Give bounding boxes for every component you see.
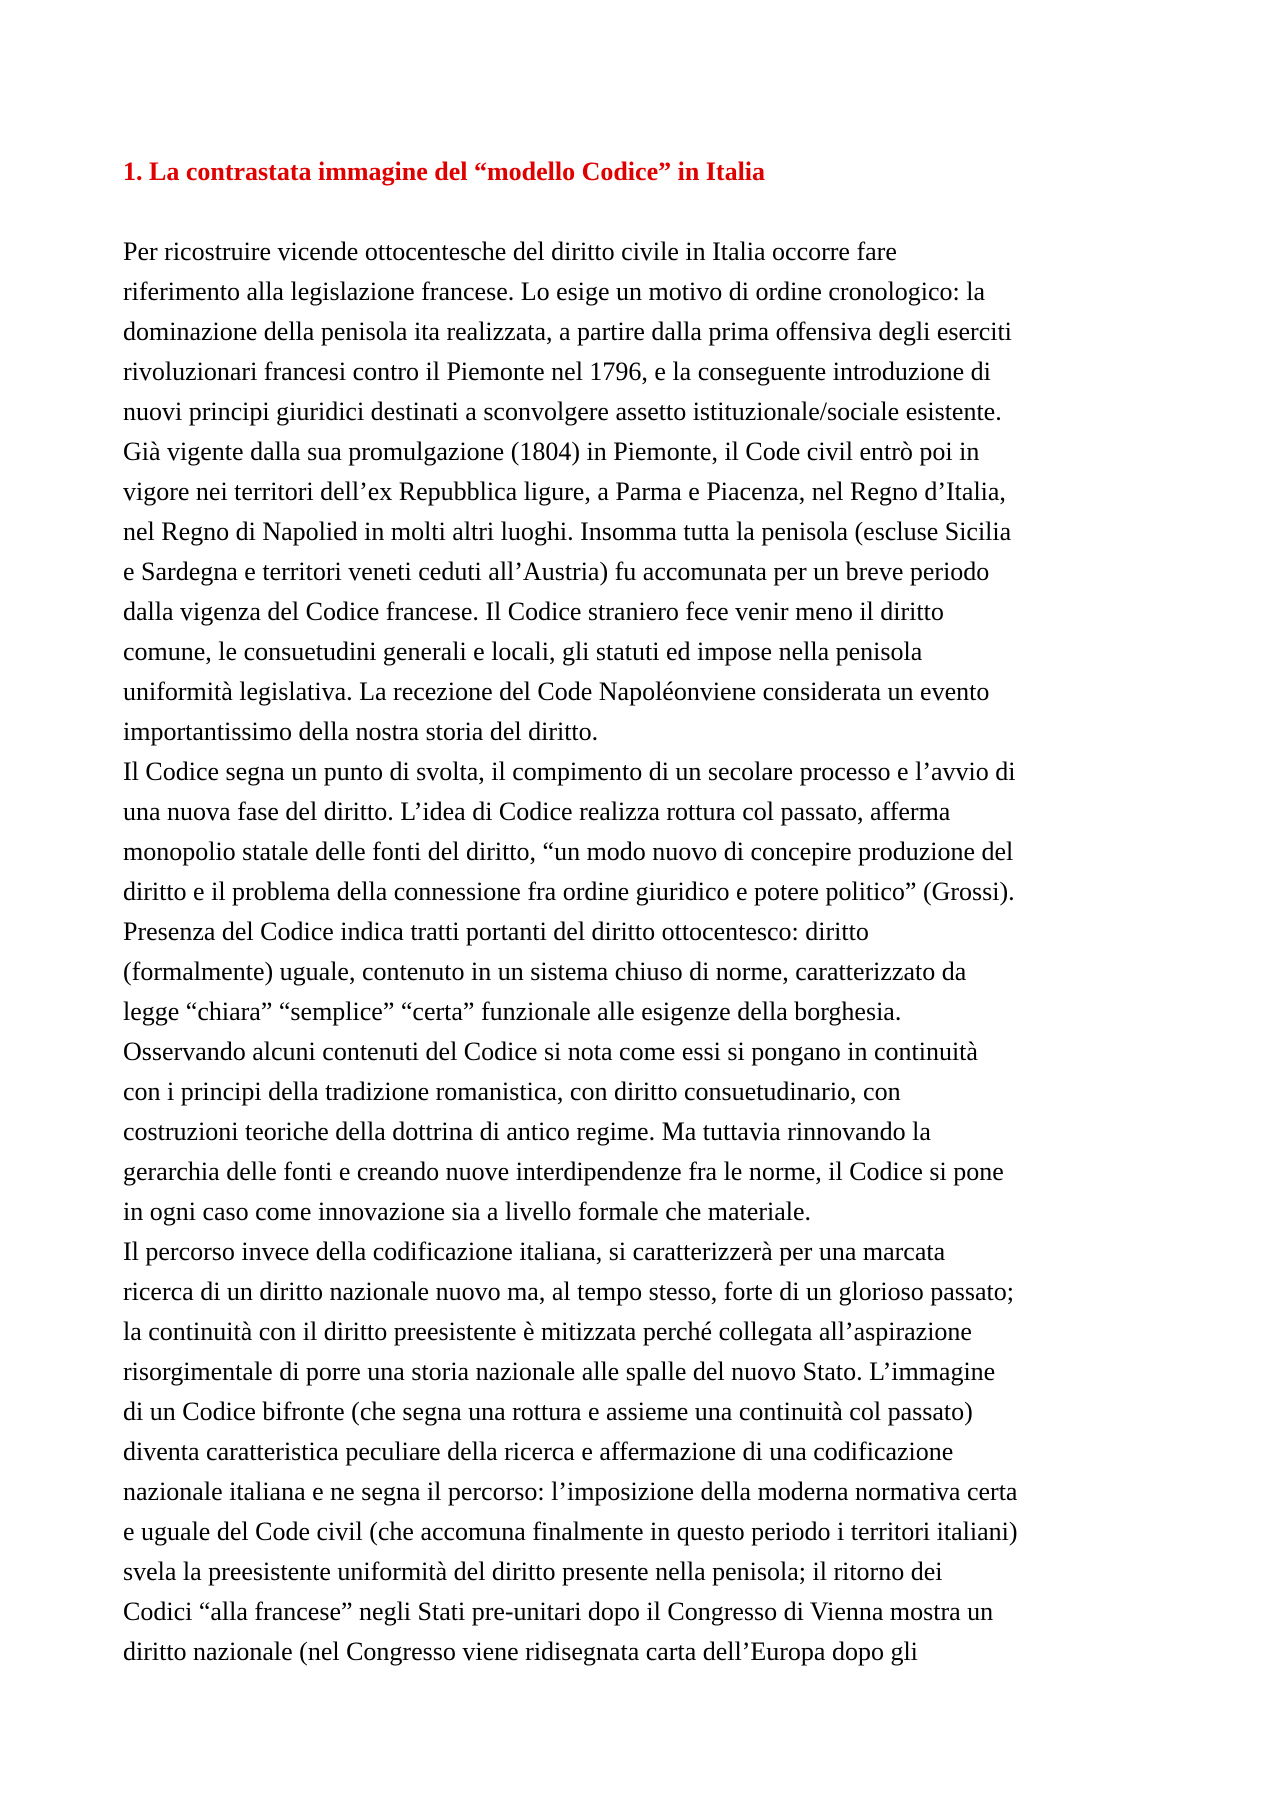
- text-line: riferimento alla legislazione francese. Lo esige un motivo di ordine cronologico: la: [123, 277, 986, 306]
- text-line: nazionale italiana e ne segna il percorso: l’imposizione della moderna normativa certa: [123, 1477, 1018, 1506]
- text-line: Osservando alcuni contenuti del Codice si nota come essi si pongano in continuità: [123, 1037, 978, 1066]
- text-line: monopolio statale delle fonti del diritto, “un modo nuovo di concepire produzione del: [123, 837, 1014, 866]
- text-line: Codici “alla francese” negli Stati pre-unitari dopo il Congresso di Vienna mostra un: [123, 1597, 994, 1626]
- text-line: ricerca di un diritto nazionale nuovo ma, al tempo stesso, forte di un glorioso passato;: [123, 1277, 1015, 1306]
- text-line: diritto nazionale (nel Congresso viene ridisegnata carta dell’Europa dopo gli: [123, 1637, 918, 1666]
- text-line: in ogni caso come innovazione sia a livello formale che materiale.: [123, 1197, 812, 1226]
- text-line: gerarchia delle fonti e creando nuove interdipendenze fra le norme, il Codice si pone: [123, 1157, 1004, 1186]
- text-line: e uguale del Code civil (che accomuna finalmente in questo periodo i territori italiani): [123, 1517, 1018, 1546]
- text-line: nuovi principi giuridici destinati a sconvolgere assetto istituzionale/sociale esistente.: [123, 397, 1002, 426]
- text-line: Già vigente dalla sua promulgazione (1804) in Piemonte, il Code civil entrò poi in: [123, 437, 980, 466]
- text-line: e Sardegna e territori veneti ceduti all’Austria) fu accomunata per un breve periodo: [123, 557, 990, 586]
- text-line: con i principi della tradizione romanistica, con diritto consuetudinario, con: [123, 1077, 901, 1106]
- text-line: dalla vigenza del Codice francese. Il Codice straniero fece venir meno il diritto: [123, 597, 944, 626]
- text-line: costruzioni teoriche della dottrina di antico regime. Ma tuttavia rinnovando la: [123, 1117, 931, 1146]
- text-line: la continuità con il diritto preesistente è mitizzata perché collegata all’aspirazione: [123, 1317, 972, 1346]
- document-body: [123, 152, 1183, 1672]
- text-line: Presenza del Codice indica tratti portanti del diritto ottocentesco: diritto: [123, 917, 869, 946]
- text-line: Il percorso invece della codificazione italiana, si caratterizzerà per una marcata: [123, 1237, 946, 1266]
- text-line: dominazione della penisola ita realizzata, a partire dalla prima offensiva degli eserciti: [123, 317, 1012, 346]
- text-line: risorgimentale di porre una storia nazionale alle spalle del nuovo Stato. L’immagine: [123, 1357, 996, 1386]
- text-line: nel Regno di Napolied in molti altri luoghi. Insomma tutta la penisola (escluse Sicilia: [123, 517, 1012, 546]
- text-line: diritto e il problema della connessione fra ordine giuridico e potere politico” (Grossi).: [123, 877, 1015, 906]
- text-line: Il Codice segna un punto di svolta, il compimento di un secolare processo e l’avvio di: [123, 757, 1016, 786]
- text-line: uniformità legislativa. La recezione del Code Napoléonviene considerata un evento: [123, 677, 990, 706]
- text-line: una nuova fase del diritto. L’idea di Codice realizza rottura col passato, afferma: [123, 797, 951, 826]
- text-line: legge “chiara” “semplice” “certa” funzionale alle esigenze della borghesia.: [123, 997, 902, 1026]
- text-line: di un Codice bifronte (che segna una rottura e assieme una continuità col passato): [123, 1397, 973, 1426]
- text-line: vigore nei territori dell’ex Repubblica ligure, a Parma e Piacenza, nel Regno d’Italia,: [123, 477, 1006, 506]
- blank-line: [123, 192, 1183, 232]
- paragraph-text: [123, 232, 1183, 1672]
- text-line: Per ricostruire vicende ottocentesche del diritto civile in Italia occorre fare: [123, 237, 897, 266]
- section-heading: 1. La contrastata immagine del “modello Codice” in Italia: [123, 157, 766, 186]
- text-line: diventa caratteristica peculiare della ricerca e affermazione di una codificazione: [123, 1437, 954, 1466]
- text-line: comune, le consuetudini generali e locali, gli statuti ed impose nella penisola: [123, 637, 923, 666]
- text-line: importantissimo della nostra storia del diritto.: [123, 717, 599, 746]
- text-line: svela la preesistente uniformità del diritto presente nella penisola; il ritorno dei: [123, 1557, 943, 1586]
- text-line: (formalmente) uguale, contenuto in un sistema chiuso di norme, caratterizzato da: [123, 957, 967, 986]
- text-line: rivoluzionari francesi contro il Piemonte nel 1796, e la conseguente introduzione di: [123, 357, 991, 386]
